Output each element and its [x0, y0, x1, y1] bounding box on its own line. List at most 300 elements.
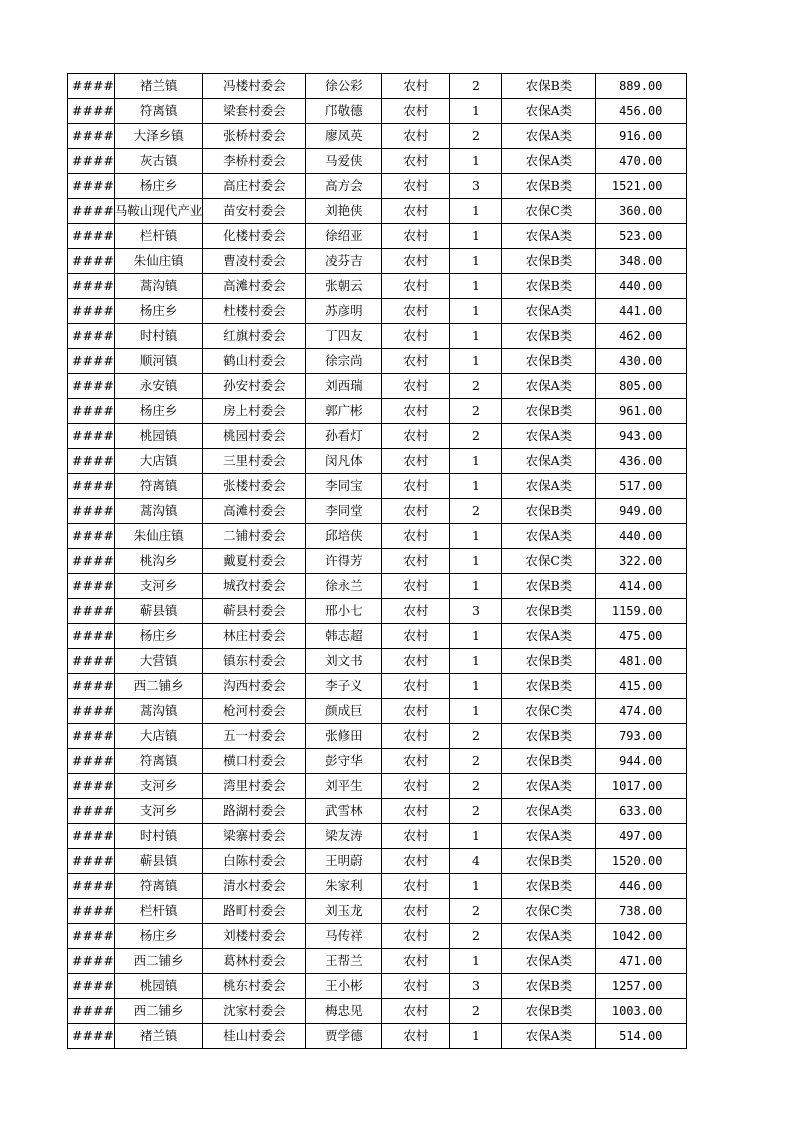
- village-cell: 城孜村委会: [203, 574, 306, 599]
- table-row: [68, 899, 687, 924]
- person-name-cell: 邱培侠: [306, 524, 382, 549]
- table-row: [68, 74, 687, 99]
- household-type-cell: 农村: [382, 174, 450, 199]
- town-cell: 杨庄乡: [114, 299, 203, 324]
- person-name-cell: 刘玉龙: [306, 899, 382, 924]
- person-name-cell: 彭守华: [306, 749, 382, 774]
- table-row: [68, 449, 687, 474]
- household-type-cell: 农村: [382, 799, 450, 824]
- town-cell: 桃园镇: [114, 974, 203, 999]
- row-id-cell: ####: [68, 999, 115, 1024]
- person-name-cell: 闵凡体: [306, 449, 382, 474]
- insurance-category-cell: 农保B类: [502, 999, 596, 1024]
- member-count-cell: 1: [450, 149, 502, 174]
- person-name-cell: 丁四友: [306, 324, 382, 349]
- person-name-cell: 李同堂: [306, 499, 382, 524]
- household-type-cell: 农村: [382, 824, 450, 849]
- table-row: [68, 549, 687, 574]
- member-count-cell: 3: [450, 174, 502, 199]
- town-cell: 朱仙庄镇: [114, 524, 203, 549]
- insurance-category-cell: 农保A类: [502, 474, 596, 499]
- insurance-category-cell: 农保B类: [502, 574, 596, 599]
- village-cell: 高滩村委会: [203, 274, 306, 299]
- village-cell: 曹凌村委会: [203, 249, 306, 274]
- table-row: [68, 974, 687, 999]
- town-cell: 西二铺乡: [114, 999, 203, 1024]
- insurance-category-cell: 农保A类: [502, 924, 596, 949]
- amount-cell: 1521.00: [596, 174, 687, 199]
- relief-roster-table: [67, 73, 687, 1049]
- row-id-cell: ####: [68, 99, 115, 124]
- insurance-category-cell: 农保C类: [502, 699, 596, 724]
- insurance-category-cell: 农保B类: [502, 249, 596, 274]
- table-row: [68, 924, 687, 949]
- insurance-category-cell: 农保A类: [502, 299, 596, 324]
- amount-cell: 805.00: [596, 374, 687, 399]
- household-type-cell: 农村: [382, 874, 450, 899]
- village-cell: 路町村委会: [203, 899, 306, 924]
- amount-cell: 916.00: [596, 124, 687, 149]
- town-cell: 蕲县镇: [114, 849, 203, 874]
- member-count-cell: 1: [450, 699, 502, 724]
- member-count-cell: 1: [450, 874, 502, 899]
- household-type-cell: 农村: [382, 399, 450, 424]
- insurance-category-cell: 农保A类: [502, 224, 596, 249]
- household-type-cell: 农村: [382, 674, 450, 699]
- town-cell: 大泽乡镇: [114, 124, 203, 149]
- town-cell: 灰古镇: [114, 149, 203, 174]
- insurance-category-cell: 农保C类: [502, 199, 596, 224]
- amount-cell: 949.00: [596, 499, 687, 524]
- row-id-cell: ####: [68, 149, 115, 174]
- member-count-cell: 1: [450, 299, 502, 324]
- town-cell: 西二铺乡: [114, 949, 203, 974]
- table-row: [68, 474, 687, 499]
- village-cell: 高庄村委会: [203, 174, 306, 199]
- person-name-cell: 郭广彬: [306, 399, 382, 424]
- row-id-cell: ####: [68, 174, 115, 199]
- village-cell: 高滩村委会: [203, 499, 306, 524]
- amount-cell: 414.00: [596, 574, 687, 599]
- insurance-category-cell: 农保B类: [502, 674, 596, 699]
- household-type-cell: 农村: [382, 274, 450, 299]
- person-name-cell: 武雪林: [306, 799, 382, 824]
- town-cell: 永安镇: [114, 374, 203, 399]
- village-cell: 镇东村委会: [203, 649, 306, 674]
- amount-cell: 889.00: [596, 74, 687, 99]
- household-type-cell: 农村: [382, 749, 450, 774]
- table-row: [68, 674, 687, 699]
- household-type-cell: 农村: [382, 349, 450, 374]
- table-row: [68, 249, 687, 274]
- town-cell: 大营镇: [114, 649, 203, 674]
- household-type-cell: 农村: [382, 724, 450, 749]
- person-name-cell: 邢小七: [306, 599, 382, 624]
- member-count-cell: 1: [450, 824, 502, 849]
- member-count-cell: 1: [450, 1024, 502, 1049]
- town-cell: 杨庄乡: [114, 624, 203, 649]
- person-name-cell: 高方会: [306, 174, 382, 199]
- town-cell: 大店镇: [114, 724, 203, 749]
- row-id-cell: ####: [68, 499, 115, 524]
- person-name-cell: 马传祥: [306, 924, 382, 949]
- row-id-cell: ####: [68, 524, 115, 549]
- town-cell: 桃沟乡: [114, 549, 203, 574]
- person-name-cell: 朱家利: [306, 874, 382, 899]
- town-cell: 褚兰镇: [114, 1024, 203, 1049]
- village-cell: 桃园村委会: [203, 424, 306, 449]
- member-count-cell: 1: [450, 199, 502, 224]
- household-type-cell: 农村: [382, 499, 450, 524]
- household-type-cell: 农村: [382, 849, 450, 874]
- member-count-cell: 1: [450, 224, 502, 249]
- table-row: [68, 824, 687, 849]
- insurance-category-cell: 农保A类: [502, 374, 596, 399]
- row-id-cell: ####: [68, 424, 115, 449]
- household-type-cell: 农村: [382, 199, 450, 224]
- member-count-cell: 1: [450, 524, 502, 549]
- household-type-cell: 农村: [382, 249, 450, 274]
- member-count-cell: 1: [450, 99, 502, 124]
- member-count-cell: 2: [450, 74, 502, 99]
- person-name-cell: 李同宝: [306, 474, 382, 499]
- person-name-cell: 颜成巨: [306, 699, 382, 724]
- member-count-cell: 1: [450, 249, 502, 274]
- person-name-cell: 廖凤英: [306, 124, 382, 149]
- member-count-cell: 2: [450, 424, 502, 449]
- insurance-category-cell: 农保A类: [502, 624, 596, 649]
- village-cell: 戴夏村委会: [203, 549, 306, 574]
- insurance-category-cell: 农保B类: [502, 274, 596, 299]
- table-row: [68, 149, 687, 174]
- town-cell: 顺河镇: [114, 349, 203, 374]
- person-name-cell: 邝敬德: [306, 99, 382, 124]
- insurance-category-cell: 农保B类: [502, 974, 596, 999]
- town-cell: 支河乡: [114, 774, 203, 799]
- amount-cell: 944.00: [596, 749, 687, 774]
- household-type-cell: 农村: [382, 649, 450, 674]
- amount-cell: 471.00: [596, 949, 687, 974]
- town-cell: 蒿沟镇: [114, 699, 203, 724]
- town-cell: 蕲县镇: [114, 599, 203, 624]
- town-cell: 栏杆镇: [114, 899, 203, 924]
- person-name-cell: 刘西瑞: [306, 374, 382, 399]
- insurance-category-cell: 农保A类: [502, 1024, 596, 1049]
- village-cell: 房上村委会: [203, 399, 306, 424]
- member-count-cell: 2: [450, 724, 502, 749]
- town-cell: 西二铺乡: [114, 674, 203, 699]
- town-cell: 时村镇: [114, 324, 203, 349]
- person-name-cell: 许得芳: [306, 549, 382, 574]
- town-cell: 符离镇: [114, 474, 203, 499]
- village-cell: 冯楼村委会: [203, 74, 306, 99]
- row-id-cell: ####: [68, 899, 115, 924]
- row-id-cell: ####: [68, 299, 115, 324]
- insurance-category-cell: 农保A类: [502, 124, 596, 149]
- insurance-category-cell: 农保B类: [502, 399, 596, 424]
- member-count-cell: 3: [450, 974, 502, 999]
- row-id-cell: ####: [68, 274, 115, 299]
- member-count-cell: 1: [450, 449, 502, 474]
- amount-cell: 514.00: [596, 1024, 687, 1049]
- village-cell: 苗安村委会: [203, 199, 306, 224]
- village-cell: 路湖村委会: [203, 799, 306, 824]
- village-cell: 湾里村委会: [203, 774, 306, 799]
- member-count-cell: 2: [450, 774, 502, 799]
- household-type-cell: 农村: [382, 699, 450, 724]
- member-count-cell: 2: [450, 999, 502, 1024]
- village-cell: 沟西村委会: [203, 674, 306, 699]
- person-name-cell: 徐宗尚: [306, 349, 382, 374]
- amount-cell: 523.00: [596, 224, 687, 249]
- amount-cell: 1159.00: [596, 599, 687, 624]
- member-count-cell: 1: [450, 349, 502, 374]
- household-type-cell: 农村: [382, 1024, 450, 1049]
- row-id-cell: ####: [68, 849, 115, 874]
- table-row: [68, 349, 687, 374]
- person-name-cell: 李子义: [306, 674, 382, 699]
- village-cell: 红旗村委会: [203, 324, 306, 349]
- member-count-cell: 1: [450, 674, 502, 699]
- person-name-cell: 刘文书: [306, 649, 382, 674]
- table-row: [68, 799, 687, 824]
- amount-cell: 360.00: [596, 199, 687, 224]
- member-count-cell: 4: [450, 849, 502, 874]
- table-row: [68, 99, 687, 124]
- amount-cell: 943.00: [596, 424, 687, 449]
- table-row: [68, 849, 687, 874]
- village-cell: 沈家村委会: [203, 999, 306, 1024]
- village-cell: 杜楼村委会: [203, 299, 306, 324]
- town-cell: 朱仙庄镇: [114, 249, 203, 274]
- row-id-cell: ####: [68, 474, 115, 499]
- table-row: [68, 399, 687, 424]
- amount-cell: 430.00: [596, 349, 687, 374]
- insurance-category-cell: 农保B类: [502, 649, 596, 674]
- table-row: [68, 524, 687, 549]
- household-type-cell: 农村: [382, 774, 450, 799]
- amount-cell: 470.00: [596, 149, 687, 174]
- amount-cell: 348.00: [596, 249, 687, 274]
- table-row: [68, 599, 687, 624]
- amount-cell: 497.00: [596, 824, 687, 849]
- person-name-cell: 王帮兰: [306, 949, 382, 974]
- amount-cell: 474.00: [596, 699, 687, 724]
- person-name-cell: 徐绍亚: [306, 224, 382, 249]
- village-cell: 横口村委会: [203, 749, 306, 774]
- amount-cell: 961.00: [596, 399, 687, 424]
- town-cell: 蒿沟镇: [114, 499, 203, 524]
- row-id-cell: ####: [68, 824, 115, 849]
- row-id-cell: ####: [68, 624, 115, 649]
- table-row: [68, 999, 687, 1024]
- town-cell: 栏杆镇: [114, 224, 203, 249]
- town-cell: 符离镇: [114, 99, 203, 124]
- table-row: [68, 749, 687, 774]
- insurance-category-cell: 农保B类: [502, 74, 596, 99]
- insurance-category-cell: 农保A类: [502, 524, 596, 549]
- person-name-cell: 张修田: [306, 724, 382, 749]
- table-row: [68, 949, 687, 974]
- member-count-cell: 1: [450, 324, 502, 349]
- village-cell: 刘楼村委会: [203, 924, 306, 949]
- town-cell: 支河乡: [114, 574, 203, 599]
- town-cell: 马鞍山现代产业: [114, 199, 203, 224]
- person-name-cell: 孙看灯: [306, 424, 382, 449]
- table-row: [68, 724, 687, 749]
- village-cell: 桃东村委会: [203, 974, 306, 999]
- village-cell: 葛林村委会: [203, 949, 306, 974]
- amount-cell: 415.00: [596, 674, 687, 699]
- member-count-cell: 1: [450, 274, 502, 299]
- row-id-cell: ####: [68, 749, 115, 774]
- row-id-cell: ####: [68, 599, 115, 624]
- table-row: [68, 624, 687, 649]
- insurance-category-cell: 农保B类: [502, 874, 596, 899]
- household-type-cell: 农村: [382, 474, 450, 499]
- member-count-cell: 2: [450, 124, 502, 149]
- insurance-category-cell: 农保C类: [502, 899, 596, 924]
- row-id-cell: ####: [68, 949, 115, 974]
- household-type-cell: 农村: [382, 74, 450, 99]
- household-type-cell: 农村: [382, 899, 450, 924]
- town-cell: 符离镇: [114, 874, 203, 899]
- insurance-category-cell: 农保B类: [502, 324, 596, 349]
- amount-cell: 322.00: [596, 549, 687, 574]
- row-id-cell: ####: [68, 399, 115, 424]
- member-count-cell: 2: [450, 399, 502, 424]
- household-type-cell: 农村: [382, 949, 450, 974]
- insurance-category-cell: 农保B类: [502, 174, 596, 199]
- row-id-cell: ####: [68, 199, 115, 224]
- row-id-cell: ####: [68, 799, 115, 824]
- village-cell: 五一村委会: [203, 724, 306, 749]
- town-cell: 蒿沟镇: [114, 274, 203, 299]
- member-count-cell: 3: [450, 599, 502, 624]
- member-count-cell: 1: [450, 949, 502, 974]
- row-id-cell: ####: [68, 349, 115, 374]
- insurance-category-cell: 农保C类: [502, 549, 596, 574]
- town-cell: 符离镇: [114, 749, 203, 774]
- row-id-cell: ####: [68, 449, 115, 474]
- insurance-category-cell: 农保A类: [502, 449, 596, 474]
- member-count-cell: 2: [450, 899, 502, 924]
- table-row: [68, 299, 687, 324]
- amount-cell: 1017.00: [596, 774, 687, 799]
- village-cell: 桂山村委会: [203, 1024, 306, 1049]
- amount-cell: 1003.00: [596, 999, 687, 1024]
- insurance-category-cell: 农保A类: [502, 424, 596, 449]
- table-row: [68, 199, 687, 224]
- row-id-cell: ####: [68, 1024, 115, 1049]
- table-row: [68, 499, 687, 524]
- member-count-cell: 2: [450, 749, 502, 774]
- household-type-cell: 农村: [382, 999, 450, 1024]
- member-count-cell: 2: [450, 499, 502, 524]
- row-id-cell: ####: [68, 249, 115, 274]
- row-id-cell: ####: [68, 774, 115, 799]
- insurance-category-cell: 农保A类: [502, 149, 596, 174]
- insurance-category-cell: 农保B类: [502, 849, 596, 874]
- village-cell: 梁寨村委会: [203, 824, 306, 849]
- amount-cell: 475.00: [596, 624, 687, 649]
- table-row: [68, 324, 687, 349]
- person-name-cell: 梁友涛: [306, 824, 382, 849]
- row-id-cell: ####: [68, 374, 115, 399]
- row-id-cell: ####: [68, 724, 115, 749]
- person-name-cell: 徐永兰: [306, 574, 382, 599]
- table-row: [68, 374, 687, 399]
- amount-cell: 481.00: [596, 649, 687, 674]
- row-id-cell: ####: [68, 74, 115, 99]
- household-type-cell: 农村: [382, 224, 450, 249]
- household-type-cell: 农村: [382, 574, 450, 599]
- household-type-cell: 农村: [382, 449, 450, 474]
- table-row: [68, 124, 687, 149]
- household-type-cell: 农村: [382, 974, 450, 999]
- village-cell: 梁套村委会: [203, 99, 306, 124]
- village-cell: 李桥村委会: [203, 149, 306, 174]
- amount-cell: 517.00: [596, 474, 687, 499]
- town-cell: 杨庄乡: [114, 174, 203, 199]
- member-count-cell: 1: [450, 649, 502, 674]
- person-name-cell: 徐公彩: [306, 74, 382, 99]
- member-count-cell: 1: [450, 474, 502, 499]
- row-id-cell: ####: [68, 124, 115, 149]
- row-id-cell: ####: [68, 674, 115, 699]
- village-cell: 清水村委会: [203, 874, 306, 899]
- town-cell: 桃园镇: [114, 424, 203, 449]
- person-name-cell: 张朝云: [306, 274, 382, 299]
- household-type-cell: 农村: [382, 149, 450, 174]
- person-name-cell: 凌芬吉: [306, 249, 382, 274]
- village-cell: 化楼村委会: [203, 224, 306, 249]
- town-cell: 支河乡: [114, 799, 203, 824]
- amount-cell: 446.00: [596, 874, 687, 899]
- household-type-cell: 农村: [382, 99, 450, 124]
- amount-cell: 633.00: [596, 799, 687, 824]
- amount-cell: 440.00: [596, 274, 687, 299]
- village-cell: 白陈村委会: [203, 849, 306, 874]
- amount-cell: 462.00: [596, 324, 687, 349]
- person-name-cell: 王小彬: [306, 974, 382, 999]
- village-cell: 孙安村委会: [203, 374, 306, 399]
- household-type-cell: 农村: [382, 324, 450, 349]
- member-count-cell: 1: [450, 574, 502, 599]
- amount-cell: 1520.00: [596, 849, 687, 874]
- member-count-cell: 2: [450, 374, 502, 399]
- person-name-cell: 马爱侠: [306, 149, 382, 174]
- insurance-category-cell: 农保A类: [502, 799, 596, 824]
- table-row: [68, 1024, 687, 1049]
- household-type-cell: 农村: [382, 924, 450, 949]
- amount-cell: 436.00: [596, 449, 687, 474]
- table-row: [68, 274, 687, 299]
- amount-cell: 793.00: [596, 724, 687, 749]
- row-id-cell: ####: [68, 924, 115, 949]
- household-type-cell: 农村: [382, 624, 450, 649]
- table-row: [68, 424, 687, 449]
- household-type-cell: 农村: [382, 599, 450, 624]
- row-id-cell: ####: [68, 649, 115, 674]
- village-cell: 林庄村委会: [203, 624, 306, 649]
- household-type-cell: 农村: [382, 524, 450, 549]
- table-row: [68, 174, 687, 199]
- town-cell: 杨庄乡: [114, 924, 203, 949]
- village-cell: 二铺村委会: [203, 524, 306, 549]
- household-type-cell: 农村: [382, 124, 450, 149]
- household-type-cell: 农村: [382, 374, 450, 399]
